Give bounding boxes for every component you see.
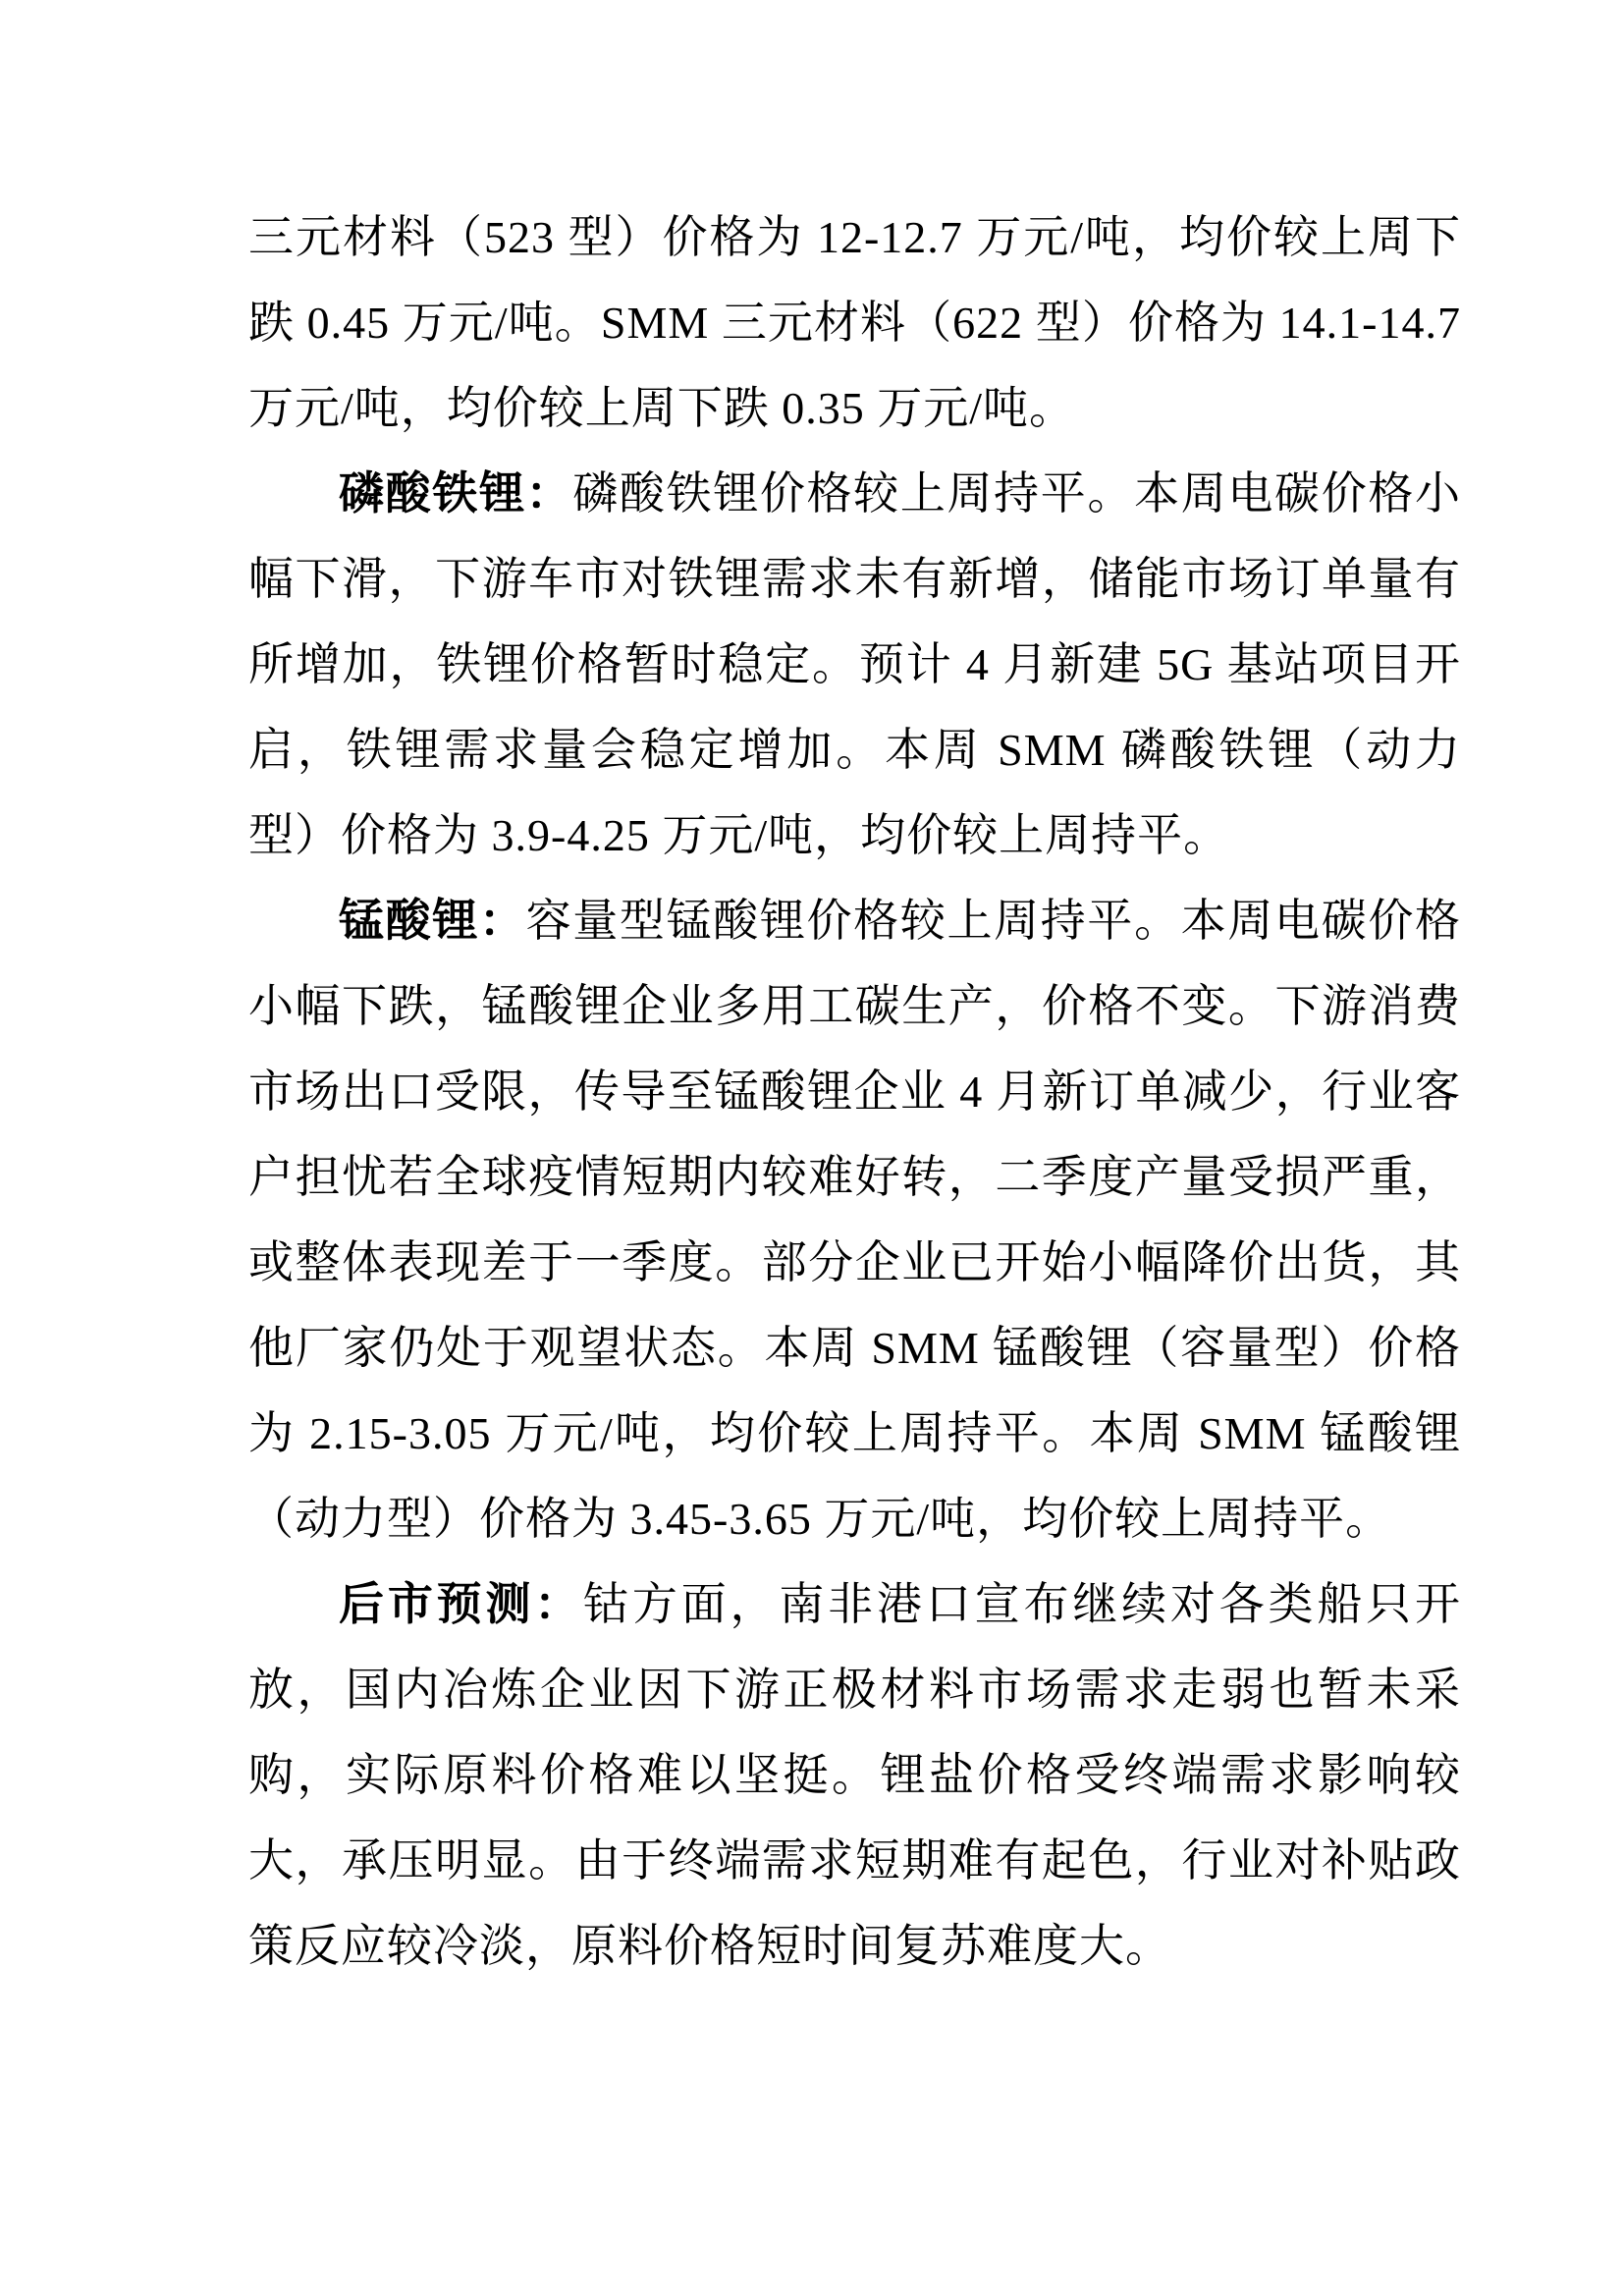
paragraph-lfp xyxy=(248,451,1461,878)
paragraph-lead: 锰酸锂： xyxy=(339,896,526,946)
document-text-block xyxy=(248,194,1461,1989)
paragraph-text: 容量型锰酸锂价格较上周持平。本周电碳价格小幅下跌，锰酸锂企业多用工碳生产，价格不变。下游消费市场出口受限，传导至锰酸锂企业 4 月新订单减少，行业客户担忧若全球疫情短期内较难好转，二季度产量受损严重，或整体表现差于一季度。部分企业已开始小幅降价出货，其他厂家仍处于观望状态。本周 SMM 锰酸锂（容量型）价格为 2.15-3.05 万元/吨，均价较上周持平。本周 SMM 锰酸锂（动力型）价格为 3.45-3.65 万元/吨，均价较上周持平。 xyxy=(248,896,1462,1544)
paragraph-lmo xyxy=(248,878,1461,1561)
paragraph-text: 磷酸铁锂价格较上周持平。本周电碳价格小幅下滑，下游车市对铁锂需求未有新增，储能市场订单量有所增加，铁锂价格暂时稳定。预计 4 月新建 5G 基站项目开启，铁锂需求量会稳定增加。本周 SMM 磷酸铁锂（动力型）价格为 3.9-4.25 万元/吨，均价较上周持平。 xyxy=(248,468,1462,860)
paragraph-ternary-material xyxy=(248,194,1461,451)
paragraph-text: 钴方面，南非港口宣布继续对各类船只开放，国内冶炼企业因下游正极材料市场需求走弱也暂未采购，实际原料价格难以坚挺。锂盐价格受终端需求影响较大，承压明显。由于终端需求短期难有起色，行业对补贴政策反应较冷淡，原料价格短时间复苏难度大。 xyxy=(248,1579,1462,1971)
paragraph-market-forecast xyxy=(248,1561,1461,1989)
paragraph-text: 三元材料（523 型）价格为 12-12.7 万元/吨，均价较上周下跌 0.45 万元/吨。SMM 三元材料（622 型）价格为 14.1-14.7 万元/吨，均价较上周下跌 0.35 万元/吨。 xyxy=(248,212,1461,433)
paragraph-lead: 磷酸铁锂： xyxy=(339,468,573,519)
paragraph-lead: 后市预测： xyxy=(339,1579,584,1629)
